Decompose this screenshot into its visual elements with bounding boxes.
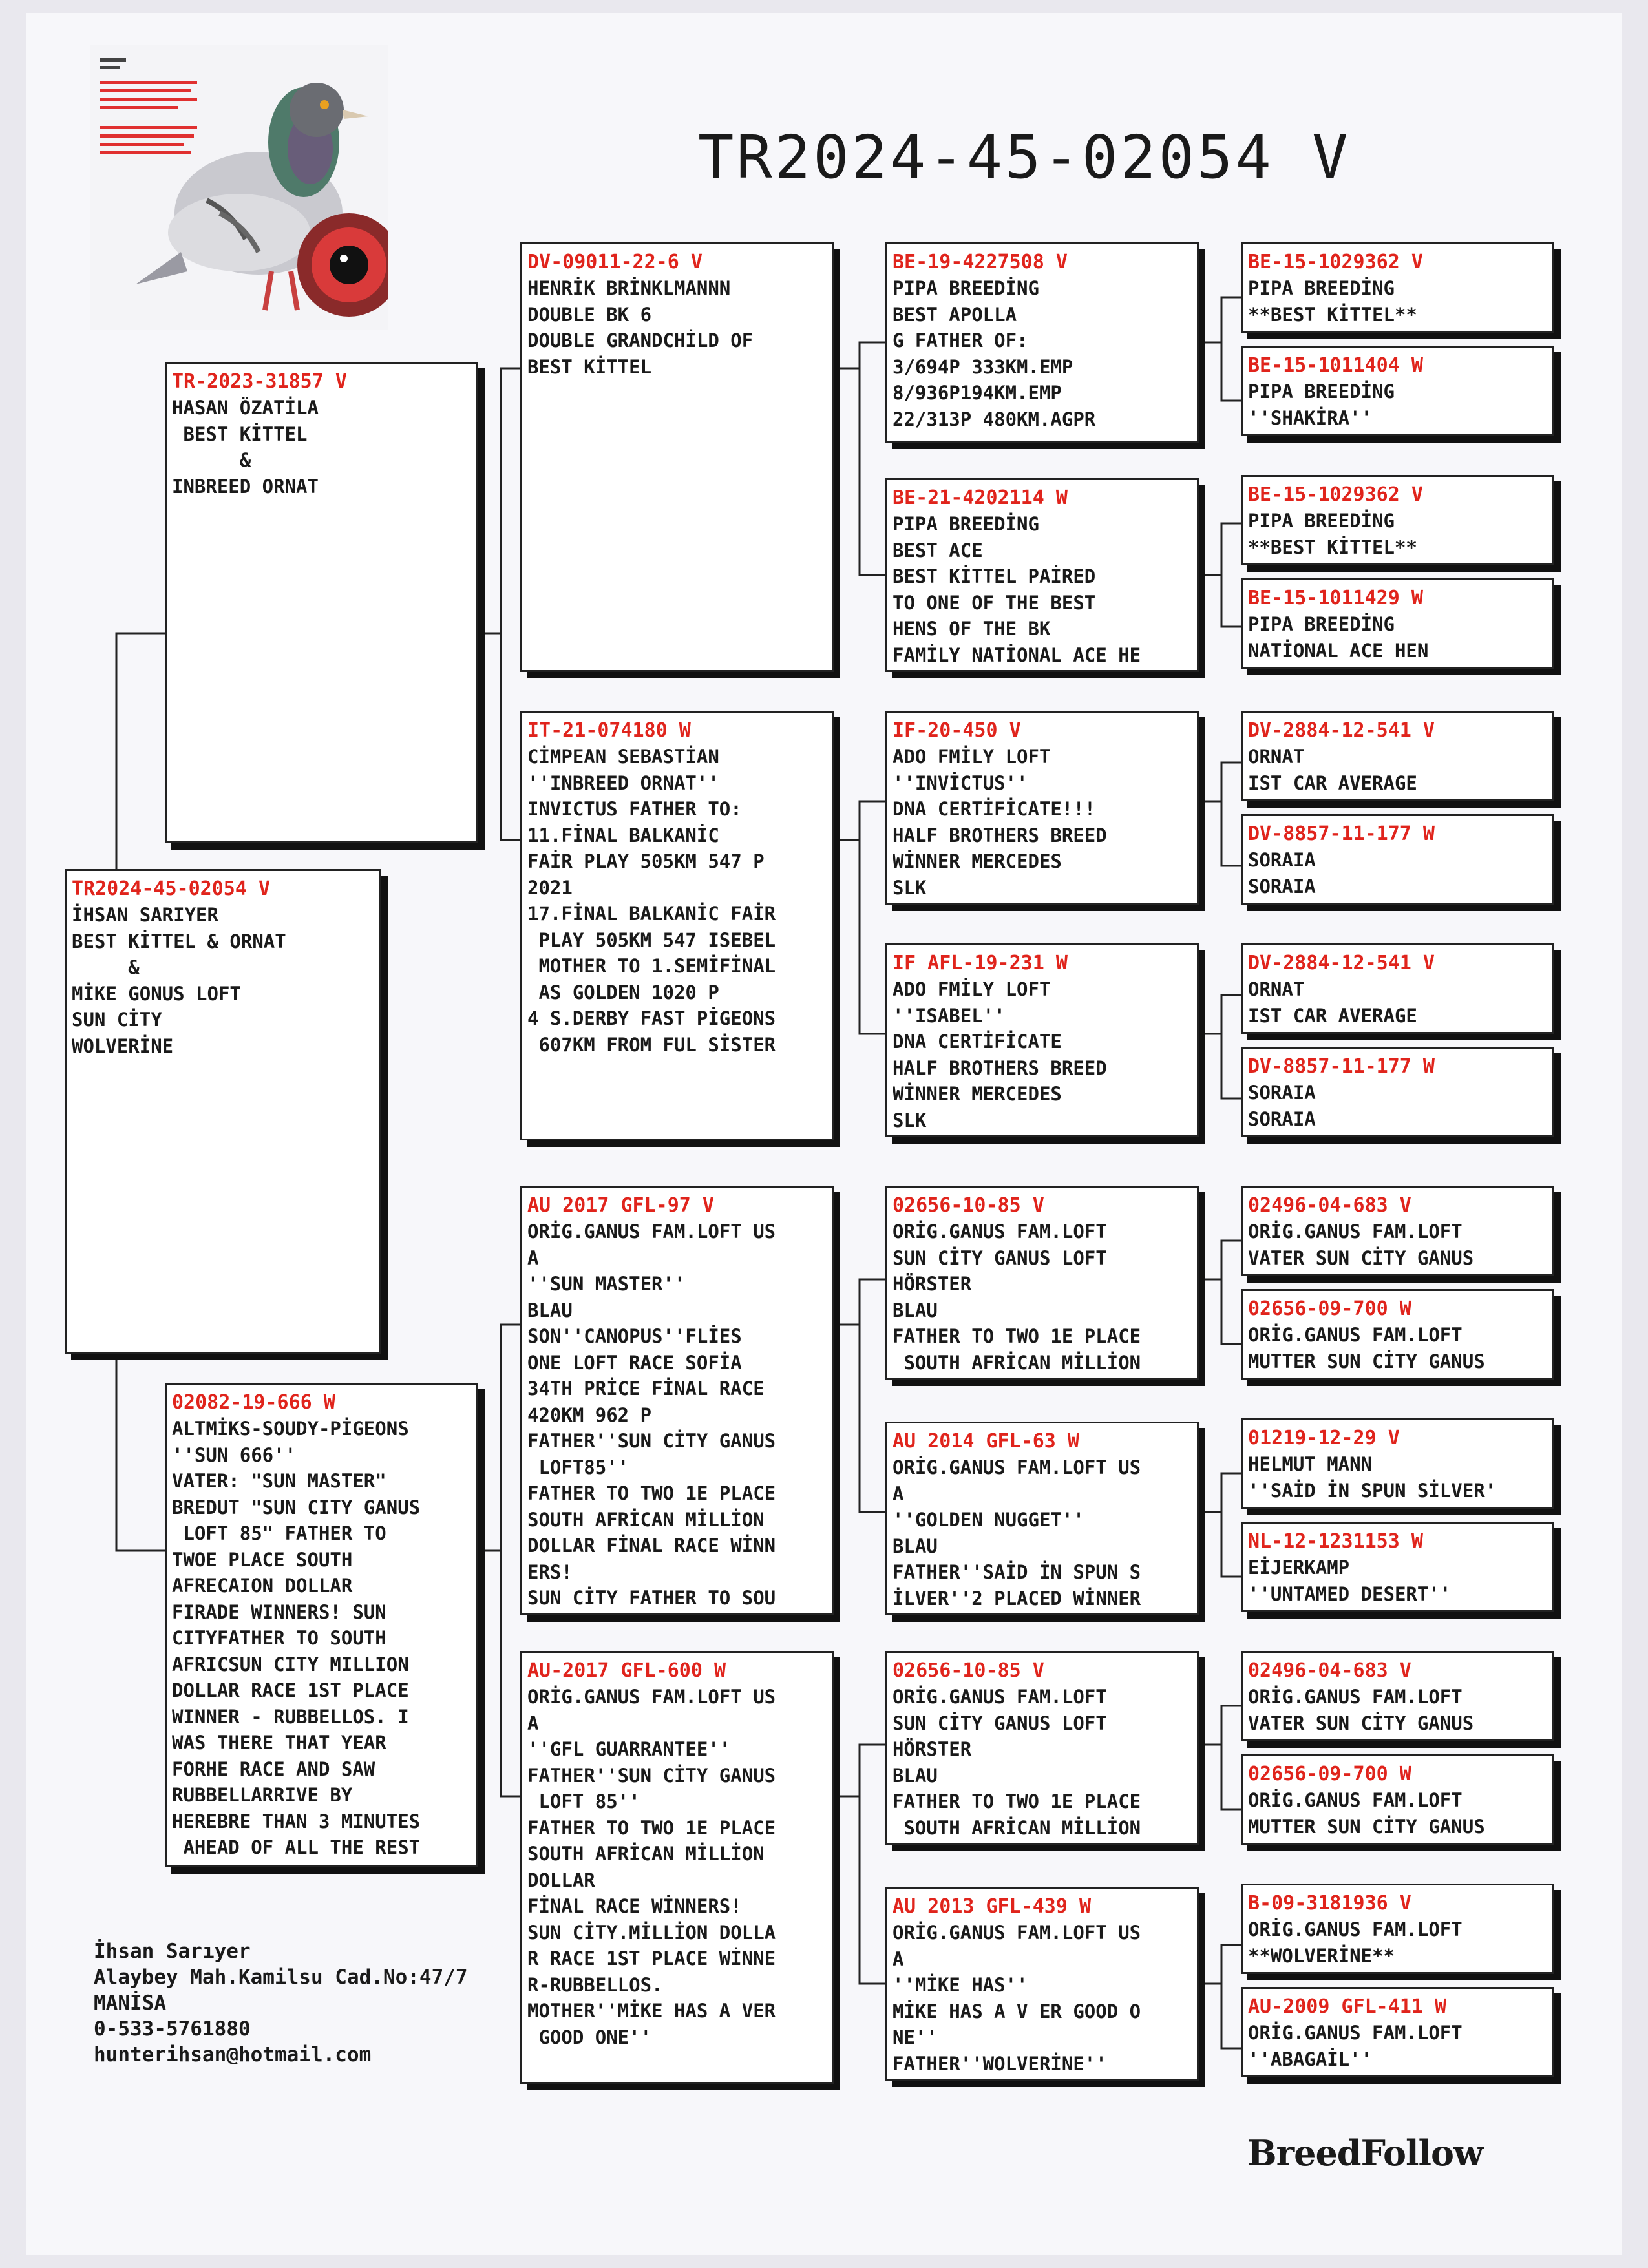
ring-number: BE-21-4202114 W	[893, 487, 1068, 509]
pedigree-text-line: RUBBELLARRIVE BY	[172, 1784, 353, 1806]
pedigree-text-line: BLAU	[893, 1299, 938, 1321]
pedigree-text-line: ORİG.GANUS FAM.LOFT	[1248, 2022, 1463, 2044]
pedigree-text-line: FATHER''WOLVERİNE''	[893, 2052, 1107, 2075]
pedigree-text-line: 420KM 962 P	[527, 1403, 652, 1426]
pedigree-text-line: FİNAL RACE WİNNERS!	[527, 1895, 742, 1917]
pedigree-text-line: NE''	[893, 2026, 938, 2048]
pigeon-card-great-grandparent	[885, 1651, 1199, 1845]
pedigree-text-line: WINNER - RUBBELLOS. I	[172, 1705, 409, 1728]
ring-number: IF-20-450 V	[893, 719, 1021, 742]
pedigree-text-line: BEST KİTTEL & ORNAT	[72, 930, 286, 952]
pedigree-text-line: 17.FİNAL BALKANİC FAİR	[527, 903, 776, 925]
pedigree-text-line: FATHER TO TWO 1E PLACE	[527, 1482, 776, 1504]
pedigree-text-line: FORHE RACE AND SAW	[172, 1758, 375, 1780]
pedigree-text-line: FATHER TO TWO 1E PLACE	[893, 1325, 1141, 1347]
pedigree-text-line: HELMUT MANN	[1248, 1453, 1373, 1475]
pigeon-card-great-grandparent	[885, 242, 1199, 443]
pedigree-text-line: VATER SUN CİTY GANUS	[1248, 1712, 1474, 1734]
pedigree-text-line: R RACE 1ST PLACE WİNNE	[527, 1948, 776, 1969]
pedigree-text-line: INBREED ORNAT	[172, 475, 319, 498]
ring-number: 02656-10-85 V	[893, 1659, 1044, 1682]
pigeon-card-gen5	[1241, 1522, 1554, 1612]
pedigree-text-line: &	[172, 449, 251, 471]
pedigree-text-line: ORİG.GANUS FAM.LOFT	[1248, 1221, 1463, 1243]
pigeon-card-gen5	[1241, 1289, 1554, 1380]
pedigree-text-line: ORİG.GANUS FAM.LOFT	[1248, 1918, 1463, 1940]
pedigree-text-line: 22/313P 480KM.AGPR	[893, 408, 1096, 430]
pedigree-text-line: **BEST KİTTEL**	[1248, 303, 1417, 326]
pedigree-text-line: HENRİK BRİNKLMANNN	[527, 277, 731, 299]
pedigree-text-line: LOFT85''	[527, 1456, 629, 1478]
pedigree-text-line: FAİR PLAY 505KM 547 P	[527, 850, 765, 872]
pigeon-card-great-grandparent	[885, 1887, 1199, 2081]
pedigree-text-line: BEST KİTTEL	[172, 423, 308, 445]
pedigree-text-line: 11.FİNAL BALKANİC	[527, 824, 719, 846]
ring-number: 02656-10-85 V	[893, 1194, 1044, 1217]
pigeon-card-grandparent	[520, 242, 834, 672]
pedigree-text-line: BLAU	[893, 1764, 938, 1787]
pedigree-text-line: FATHER''SAİD İN SPUN S	[893, 1561, 1141, 1583]
pedigree-text-line: VATER SUN CİTY GANUS	[1248, 1246, 1474, 1269]
pedigree-text-line: SORAIA	[1248, 1108, 1316, 1130]
pedigree-text-line: PIPA BREEDİNG	[893, 513, 1039, 535]
pedigree-text-line: DOLLAR	[527, 1869, 595, 1891]
pigeon-card-great-grandparent	[885, 478, 1199, 672]
pedigree-text-line: DNA CERTİFİCATE	[893, 1031, 1062, 1053]
pedigree-text-line: BREDUT "SUN CITY GANUS	[172, 1496, 421, 1518]
pedigree-text-line: A	[893, 1482, 904, 1505]
pedigree-text-line: MOTHER TO 1.SEMİFİNAL	[527, 955, 776, 977]
pedigree-text-line: ORİG.GANUS FAM.LOFT	[1248, 1789, 1463, 1811]
pedigree-text-line: 4 S.DERBY FAST PİGEONS	[527, 1007, 776, 1029]
pigeon-card-gen5	[1241, 1651, 1554, 1741]
pedigree-text-line: ORİG.GANUS FAM.LOFT	[893, 1686, 1107, 1708]
pedigree-text-line: CITYFATHER TO SOUTH	[172, 1627, 386, 1649]
pedigree-text-line: SOUTH AFRİCAN MİLLİON	[893, 1351, 1141, 1374]
ring-number: AU 2013 GFL-439 W	[893, 1895, 1092, 1918]
pedigree-text-line: ORİG.GANUS FAM.LOFT	[1248, 1324, 1463, 1346]
pedigree-text-line: HALF BROTHERS BREED	[893, 824, 1107, 846]
pedigree-text-line: ''ISABEL''	[893, 1004, 1006, 1027]
ring-number: BE-15-1011429 W	[1248, 587, 1423, 609]
pedigree-text-line: SLK	[893, 1109, 927, 1131]
pedigree-text-line: BLAU	[893, 1535, 938, 1557]
owner-contact	[94, 1938, 468, 2068]
pigeon-card-sire	[165, 362, 478, 843]
ring-number: BE-19-4227508 V	[893, 251, 1068, 273]
pedigree-text-line: PIPA BREEDİNG	[1248, 510, 1395, 532]
pedigree-text-line: SOUTH AFRİCAN MİLLİON	[893, 1816, 1141, 1839]
ring-number: AU 2017 GFL-97 V	[527, 1194, 714, 1217]
pedigree-text-line: MOTHER''MİKE HAS A VER	[527, 2000, 776, 2022]
pedigree-text-line: İHSAN SARIYER	[72, 904, 218, 926]
pedigree-text-line: DOLLAR FİNAL RACE WİNN	[527, 1535, 776, 1557]
pigeon-photo	[90, 45, 388, 330]
pedigree-text-line: CİMPEAN SEBASTİAN	[527, 746, 719, 768]
pedigree-text-line: 2021	[527, 876, 573, 899]
pedigree-text-line: HASAN ÖZATİLA	[172, 397, 319, 419]
pedigree-text-line: FATHER''SUN CİTY GANUS	[527, 1430, 776, 1452]
pedigree-text-line: G FATHER OF:	[893, 330, 1028, 352]
pedigree-text-line: ORNAT	[1248, 746, 1305, 768]
ring-number: 02082-19-666 W	[172, 1391, 335, 1414]
pedigree-text-line: SORAIA	[1248, 1082, 1316, 1104]
pigeon-card-gen5	[1241, 1987, 1554, 2077]
pigeon-card-gen5	[1241, 814, 1554, 905]
ring-number: AU 2014 GFL-63 W	[893, 1430, 1079, 1453]
pedigree-text-line: DOLLAR RACE 1ST PLACE	[172, 1679, 409, 1701]
brand-logo: BreedFollow	[1247, 2132, 1483, 2174]
pedigree-text-line: LOFT 85" FATHER TO	[172, 1522, 386, 1544]
pedigree-text-line: WOLVERİNE	[72, 1034, 174, 1057]
pedigree-text-line: HENS OF THE BK	[893, 618, 1051, 640]
owner-email: hunterihsan@hotmail.com	[94, 2043, 372, 2066]
pedigree-text-line: SORAIA	[1248, 875, 1316, 898]
pigeon-card-gen5	[1241, 1884, 1554, 1974]
ring-number: DV-2884-12-541 V	[1248, 952, 1435, 974]
pedigree-text-line: MUTTER SUN CİTY GANUS	[1248, 1815, 1485, 1838]
pedigree-text-line: FATHER''SUN CİTY GANUS	[527, 1764, 776, 1787]
pedigree-text-line: AHEAD OF ALL THE REST	[172, 1836, 421, 1858]
pedigree-text-line: FAMİLY NATİONAL ACE HE	[893, 644, 1141, 666]
pigeon-card-great-grandparent	[885, 1186, 1199, 1380]
pigeon-card-gen5	[1241, 1186, 1554, 1276]
pedigree-text-line: BEST KİTTEL PAİRED	[893, 565, 1096, 587]
pedigree-text-line: ADO FMİLY LOFT	[893, 978, 1051, 1000]
pedigree-text-line: ONE LOFT RACE SOFİA	[527, 1351, 742, 1374]
pedigree-text-line: ORİG.GANUS FAM.LOFT US	[527, 1686, 776, 1708]
pedigree-text-line: SLK	[893, 876, 927, 899]
pedigree-text-line: PIPA BREEDİNG	[1248, 277, 1395, 299]
pedigree-text-line: PIPA BREEDİNG	[893, 277, 1039, 299]
pedigree-text-line: TWOE PLACE SOUTH	[172, 1548, 353, 1571]
pedigree-text-line: BEST KİTTEL	[527, 355, 652, 378]
pedigree-text-line: ADO FMİLY LOFT	[893, 746, 1051, 768]
pedigree-text-line: AFRICSUN CITY MILLION	[172, 1653, 409, 1675]
pedigree-text-line: AFRECAION DOLLAR	[172, 1575, 353, 1597]
pigeon-card-grandparent	[520, 1651, 834, 2084]
pedigree-text-line: DOUBLE BK 6	[527, 303, 652, 326]
ring-number-title: TR2024-45-02054 V	[698, 123, 1351, 192]
pedigree-text-line: MUTTER SUN CİTY GANUS	[1248, 1350, 1485, 1372]
pedigree-text-line: SOUTH AFRİCAN MİLLİON	[527, 1508, 765, 1531]
pedigree-text-line: DNA CERTİFİCATE!!!	[893, 798, 1096, 820]
pedigree-text-line: ALTMİKS-SOUDY-PİGEONS	[172, 1418, 409, 1440]
pedigree-text-line: ''INBREED ORNAT''	[527, 772, 719, 794]
pedigree-text-line: ''GFL GUARRANTEE''	[527, 1738, 731, 1760]
pigeon-card-gen5	[1241, 242, 1554, 333]
pedigree-text-line: ''MİKE HAS''	[893, 1974, 1028, 1996]
pedigree-text-line: PIPA BREEDİNG	[1248, 381, 1395, 403]
pigeon-card-self	[65, 869, 381, 1354]
owner-name: İhsan Sarıyer	[94, 1940, 251, 1963]
pedigree-text-line: WAS THERE THAT YEAR	[172, 1732, 386, 1754]
pedigree-text-line: ''GOLDEN NUGGET''	[893, 1509, 1084, 1531]
pigeon-card-grandparent	[520, 711, 834, 1140]
pigeon-card-gen5	[1241, 1754, 1554, 1845]
pedigree-text-line: EİJERKAMP	[1248, 1557, 1350, 1579]
pedigree-text-line: BLAU	[527, 1299, 573, 1321]
pedigree-text-line: ''SUN MASTER''	[527, 1273, 686, 1295]
pedigree-text-line: SUN CİTY FATHER TO SOU	[527, 1587, 776, 1609]
pedigree-text-line: ''INVİCTUS''	[893, 772, 1028, 794]
pedigree-text-line: ORİG.GANUS FAM.LOFT US	[893, 1456, 1141, 1478]
pedigree-text-line: A	[527, 1246, 539, 1269]
pigeon-card-great-grandparent	[885, 943, 1199, 1137]
owner-phone: 0-533-5761880	[94, 2017, 251, 2041]
pedigree-text-line: NATİONAL ACE HEN	[1248, 639, 1429, 662]
pigeon-card-great-grandparent	[885, 1422, 1199, 1615]
pedigree-text-line: 607KM FROM FUL SİSTER	[527, 1033, 776, 1056]
pedigree-text-line: BEST APOLLA	[893, 303, 1017, 326]
ring-number: BE-15-1011404 W	[1248, 354, 1423, 377]
pedigree-text-line: **WOLVERİNE**	[1248, 1944, 1395, 1967]
pedigree-text-line: BEST ACE	[893, 539, 983, 562]
pedigree-text-line: &	[72, 956, 140, 978]
pedigree-text-line: PLAY 505KM 547 ISEBEL	[527, 929, 776, 951]
pigeon-card-great-grandparent	[885, 711, 1199, 905]
ring-number: 02496-04-683 V	[1248, 1659, 1411, 1682]
pigeon-card-grandparent	[520, 1186, 834, 1615]
ring-number: DV-8857-11-177 W	[1248, 1055, 1435, 1078]
ring-number: AU-2009 GFL-411 W	[1248, 1995, 1447, 2018]
pigeon-card-gen5	[1241, 578, 1554, 669]
ring-number: 02656-09-700 W	[1248, 1297, 1411, 1320]
pedigree-text-line: VATER: "SUN MASTER"	[172, 1470, 386, 1492]
pedigree-text-line: 8/936P194KM.EMP	[893, 382, 1062, 404]
pedigree-text-line: FATHER TO TWO 1E PLACE	[527, 1816, 776, 1839]
pedigree-text-line: ORİG.GANUS FAM.LOFT	[893, 1221, 1107, 1243]
pedigree-text-line: ''SHAKİRA''	[1248, 406, 1373, 429]
pedigree-text-line: ''UNTAMED DESERT''	[1248, 1582, 1452, 1605]
ring-number: AU-2017 GFL-600 W	[527, 1659, 726, 1682]
pedigree-text-line: FATHER TO TWO 1E PLACE	[893, 1790, 1141, 1812]
pedigree-text-line: DOUBLE GRANDCHİLD OF	[527, 330, 754, 352]
pedigree-text-line: A	[527, 1712, 539, 1734]
pedigree-text-line: SOUTH AFRİCAN MİLLİON	[527, 1843, 765, 1865]
pedigree-text-line: ''ABAGAİL''	[1248, 2048, 1373, 2070]
ring-number: BE-15-1029362 V	[1248, 483, 1423, 506]
ring-number: B-09-3181936 V	[1248, 1892, 1411, 1915]
pedigree-text-line: R-RUBBELLOS.	[527, 1973, 663, 1996]
pedigree-text-line: WİNNER MERCEDES	[893, 1083, 1062, 1105]
pedigree-text-line: HEREBRE THAN 3 MINUTES	[172, 1810, 421, 1832]
ring-number: NL-12-1231153 W	[1248, 1530, 1423, 1553]
pedigree-text-line: ORİG.GANUS FAM.LOFT US	[893, 1922, 1141, 1944]
pedigree-text-line: LOFT 85''	[527, 1790, 640, 1812]
pigeon-card-gen5	[1241, 1047, 1554, 1137]
ring-number: DV-8857-11-177 W	[1248, 823, 1435, 845]
pigeon-card-gen5	[1241, 475, 1554, 565]
pedigree-text-line: PIPA BREEDİNG	[1248, 613, 1395, 635]
pigeon-card-gen5	[1241, 711, 1554, 801]
pedigree-text-line: SUN CİTY GANUS LOFT	[893, 1246, 1107, 1269]
pedigree-text-line: SON''CANOPUS''FLİES	[527, 1325, 742, 1347]
pedigree-text-line: MİKE GONUS LOFT	[72, 982, 241, 1005]
pedigree-text-line: ORNAT	[1248, 978, 1305, 1000]
pigeon-card-gen5	[1241, 1418, 1554, 1509]
pedigree-text-line: TO ONE OF THE BEST	[893, 591, 1096, 614]
ring-number: TR-2023-31857 V	[172, 370, 347, 393]
pedigree-text-line: MİKE HAS A V ER GOOD O	[893, 2000, 1141, 2022]
ring-number: TR2024-45-02054 V	[72, 877, 271, 900]
pedigree-text-line: IST CAR AVERAGE	[1248, 772, 1417, 794]
pigeon-card-gen5	[1241, 346, 1554, 436]
pedigree-text-line: ORİG.GANUS FAM.LOFT US	[527, 1221, 776, 1243]
pigeon-photo-icon	[90, 45, 388, 330]
owner-city: MANİSA	[94, 1991, 166, 2015]
pedigree-text-line: SUN CİTY.MİLLİON DOLLA	[527, 1921, 776, 1944]
pedigree-text-line: IST CAR AVERAGE	[1248, 1004, 1417, 1027]
pedigree-text-line: ''SAİD İN SPUN SİLVER'	[1248, 1479, 1497, 1502]
pedigree-text-line: HÖRSTER	[893, 1738, 972, 1760]
pedigree-text-line: AS GOLDEN 1020 P	[527, 981, 719, 1003]
ring-number: DV-09011-22-6 V	[527, 251, 703, 273]
pedigree-text-line: **BEST KİTTEL**	[1248, 536, 1417, 558]
ring-number: IF AFL-19-231 W	[893, 952, 1068, 974]
pedigree-text-line: ERS!	[527, 1560, 573, 1583]
pigeon-card-gen5	[1241, 943, 1554, 1034]
ring-number: IT-21-074180 W	[527, 719, 691, 742]
ring-number: BE-15-1029362 V	[1248, 251, 1423, 273]
pedigree-text-line: 3/694P 333KM.EMP	[893, 355, 1073, 378]
pedigree-text-line: SUN CİTY GANUS LOFT	[893, 1712, 1107, 1734]
pedigree-text-line: A	[893, 1948, 904, 1970]
pedigree-text-line: HÖRSTER	[893, 1273, 972, 1295]
pedigree-text-line: 34TH PRİCE FİNAL RACE	[527, 1378, 765, 1400]
pedigree-text-line: GOOD ONE''	[527, 2026, 652, 2048]
pedigree-text-line: FIRADE WINNERS! SUN	[172, 1601, 386, 1623]
pedigree-text-line: WİNNER MERCEDES	[893, 850, 1062, 872]
ring-number: 02496-04-683 V	[1248, 1194, 1411, 1217]
pedigree-text-line: HALF BROTHERS BREED	[893, 1056, 1107, 1079]
pedigree-text-line: SORAIA	[1248, 849, 1316, 871]
pedigree-text-line: ''SUN 666''	[172, 1444, 297, 1466]
pedigree-text-line: İLVER''2 PLACED WİNNER	[893, 1587, 1141, 1610]
pedigree-text-line: ORİG.GANUS FAM.LOFT	[1248, 1686, 1463, 1708]
owner-address: Alaybey Mah.Kamilsu Cad.No:47/7	[94, 1966, 468, 1989]
pigeon-card-dam	[165, 1383, 478, 1867]
pedigree-text-line: SUN CİTY	[72, 1009, 162, 1031]
ring-number: DV-2884-12-541 V	[1248, 719, 1435, 742]
ring-number: 02656-09-700 W	[1248, 1763, 1411, 1785]
ring-number: 01219-12-29 V	[1248, 1427, 1400, 1449]
pedigree-text-line: INVICTUS FATHER TO:	[527, 798, 742, 820]
